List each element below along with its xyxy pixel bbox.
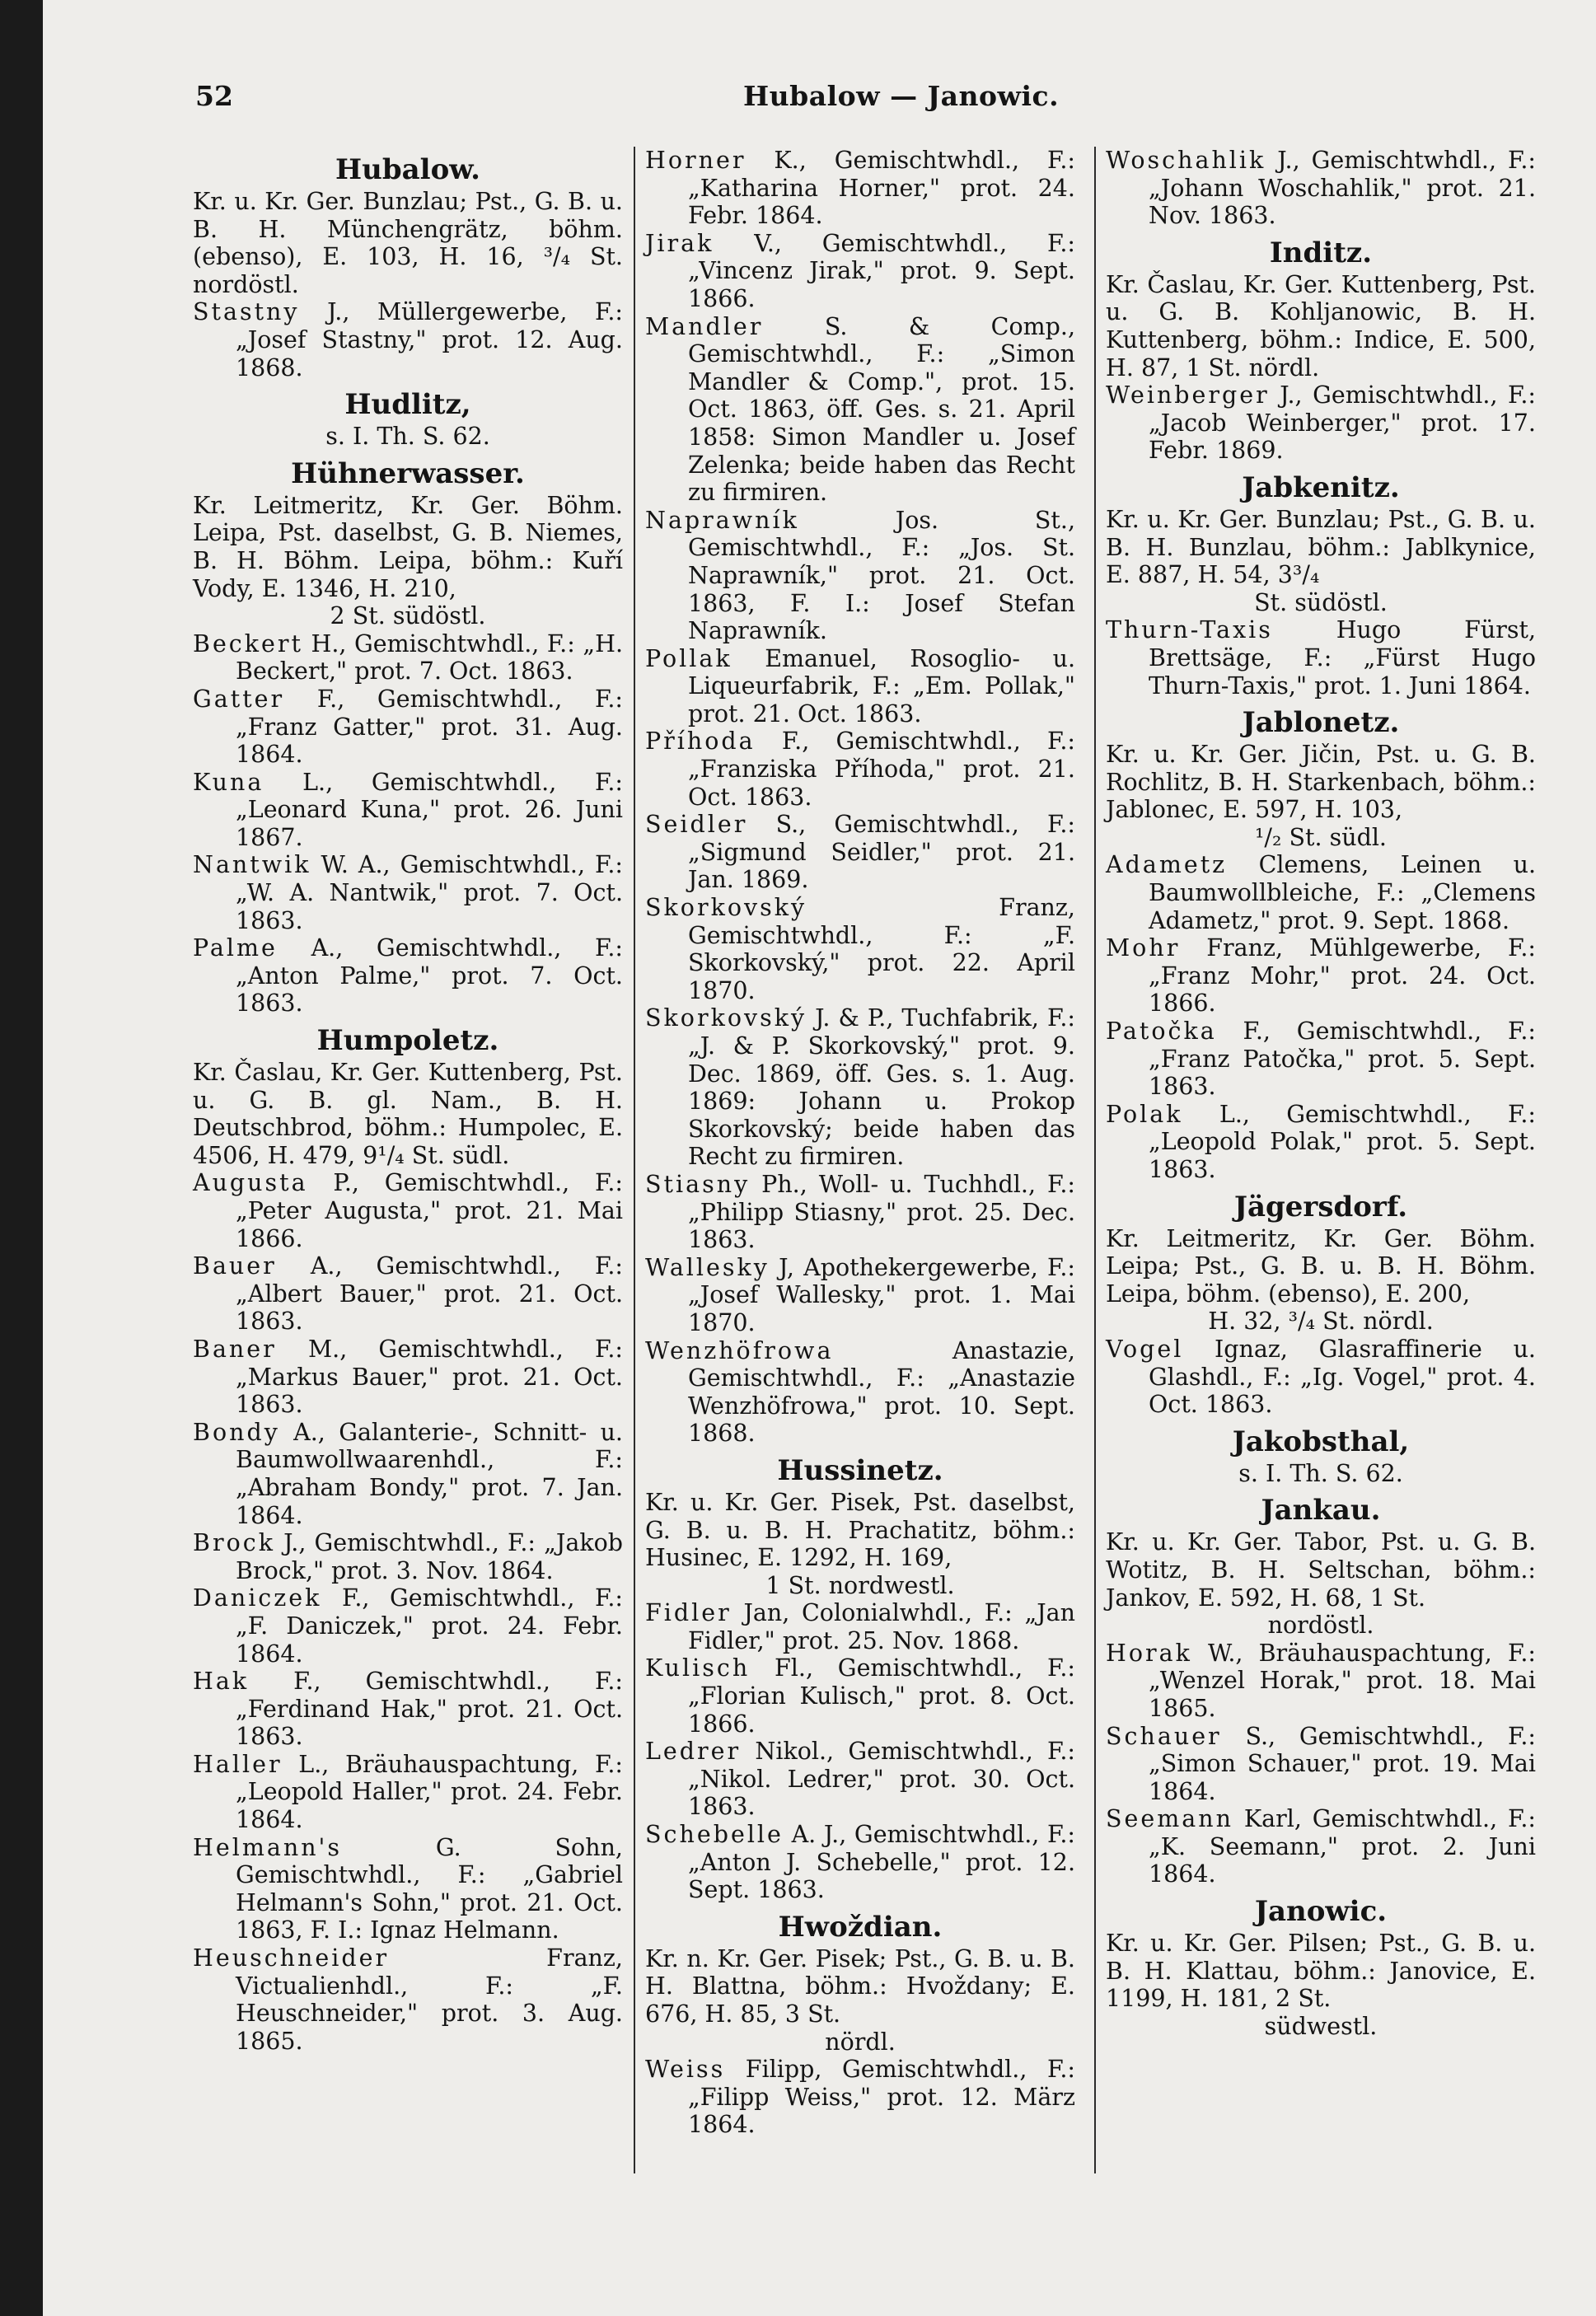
firm-details: Clemens, Leinen u. Baumwollbleiche, F.: „Clemens Adametz," prot. 9. Sept. 1868.	[1149, 851, 1536, 934]
firm-details: V., Gemischtwhdl., F.: „Vincenz Jirak," prot. 9. Sept. 1866.	[688, 229, 1075, 312]
firm-entry	[645, 728, 1075, 811]
firm-entry	[193, 769, 623, 852]
firm-details: S., Gemischtwhdl., F.: „Sigmund Seidler," prot. 21. Jan. 1869.	[688, 811, 1075, 894]
firm-name: Weiss	[645, 2056, 726, 2084]
firm-details: J. & P., Tuchfabrik, F.: „J. & P. Skorkovský," prot. 9. Dec. 1869, öff. Ges. s. 1. Aug. 1869: Johann u. Prokop Skorkovský; beide haben das Recht zu firmiren.	[688, 1004, 1075, 1171]
firm-name: Stiasny	[645, 1170, 751, 1198]
firm-name: Mandler	[645, 312, 764, 340]
firm-details: M., Gemischtwhdl., F.: „Markus Bauer," prot. 21. Oct. 1863.	[236, 1335, 623, 1419]
firm-name: Mohr	[1106, 934, 1181, 962]
firm-entry	[1106, 1805, 1536, 1888]
firm-entry	[645, 811, 1075, 894]
firm-name: Vogel	[1106, 1335, 1184, 1363]
firm-name: Helmann's	[193, 1833, 343, 1861]
firm-details: L., Bräuhauspachtung, F.: „Leopold Haller," prot. 24. Febr. 1864.	[236, 1750, 623, 1834]
firm-entry	[645, 1171, 1075, 1254]
firm-details: Emanuel, Rosoglio- u. Liqueurfabrik, F.: „Em. Pollak," prot. 21. Oct. 1863.	[688, 644, 1075, 728]
place-description-tail: 2 St. südöstl.	[330, 602, 486, 630]
firm-entry	[193, 1668, 623, 1751]
place-heading: Jablonetz.	[1242, 706, 1400, 740]
place-heading: Humpoletz.	[316, 1024, 499, 1058]
firm-details: Nikol., Gemischtwhdl., F.: „Nikol. Ledrer," prot. 30. Oct. 1863.	[688, 1738, 1075, 1821]
firm-entry	[1106, 1018, 1536, 1101]
firm-name: Hak	[193, 1668, 250, 1696]
place-description: Kr. u. Kr. Ger. Pilsen; Pst., G. B. u. B. H. Klattau, böhm.: Janovice, E. 1199, H. 181, 2 St. südwestl.	[1106, 1930, 1536, 2040]
firm-details: Franz, Gemischtwhdl., F.: „F. Skorkovský," prot. 22. April 1870.	[688, 894, 1075, 1004]
firm-name: Adametz	[1106, 851, 1228, 879]
firm-details: F., Gemischtwhdl., F.: „Franz Patočka," prot. 5. Sept. 1863.	[1149, 1018, 1536, 1101]
firm-entry	[645, 1654, 1075, 1738]
firm-entry	[193, 1944, 623, 2055]
column-3	[1106, 147, 1536, 2040]
place-description-tail: südwestl.	[1264, 2012, 1378, 2040]
firm-details: G. Sohn, Gemischtwhdl., F.: „Gabriel Helmann's Sohn," prot. 21. Oct. 1863, F. I.: Ignaz Helmann.	[236, 1833, 623, 1944]
firm-details: A., Galanterie-, Schnitt- u. Baumwollwaarenhdl., F.: „Abraham Bondy," prot. 7. Jan. 1864.	[236, 1418, 623, 1529]
firm-entry	[645, 1738, 1075, 1821]
firm-entry	[645, 894, 1075, 1004]
firm-name: Seemann	[1106, 1805, 1233, 1833]
running-head: Hubalow — Janowic.	[743, 80, 1060, 112]
place-description: Kr. u. Kr. Ger. Pisek, Pst. daselbst, G. B. u. B. H. Prachatitz, böhm.: Husinec, E. 1292, H. 169, 1 St. nordwestl.	[645, 1488, 1075, 1599]
firm-name: Beckert	[193, 629, 303, 657]
firm-details: Franz, Mühlgewerbe, F.: „Franz Mohr," prot. 24. Oct. 1866.	[1149, 934, 1536, 1018]
firm-name: Weinberger	[1106, 381, 1270, 409]
firm-details: A., Gemischtwhdl., F.: „Anton Palme," prot. 7. Oct. 1863.	[236, 934, 623, 1018]
place-description: Kr. Časlau, Kr. Ger. Kuttenberg, Pst. u. G. B. Kohljanowic, B. H. Kuttenberg, böhm.: Indice, E. 500, H. 87, 1 St. nördl.	[1106, 270, 1536, 381]
firm-details: S., Gemischtwhdl., F.: „Simon Schauer," prot. 19. Mai 1864.	[1149, 1722, 1536, 1805]
firm-entry	[645, 147, 1075, 230]
firm-entry	[645, 645, 1075, 728]
place-heading: Hudlitz,	[344, 388, 471, 422]
firm-name: Pollak	[645, 644, 732, 672]
column-divider	[634, 147, 635, 2173]
firm-details: F., Gemischtwhdl., F.: „F. Daniczek," prot. 24. Febr. 1864.	[236, 1584, 623, 1668]
firm-entry	[645, 507, 1075, 645]
place-description-tail: H. 32, ³/₄ St. nördl.	[1208, 1308, 1434, 1336]
place-description-tail: ¹/₂ St. südl.	[1254, 823, 1387, 851]
firm-details: W. A., Gemischtwhdl., F.: „W. A. Nantwik," prot. 7. Oct. 1863.	[236, 851, 623, 934]
place-heading: Hwoždian.	[778, 1910, 943, 1944]
firm-name: Wallesky	[645, 1253, 770, 1281]
place-heading: Inditz.	[1269, 236, 1373, 269]
firm-details: F., Gemischtwhdl., F.: „Ferdinand Hak," prot. 21. Oct. 1863.	[236, 1668, 623, 1751]
firm-entry	[1106, 1723, 1536, 1806]
firm-entry	[1106, 616, 1536, 699]
place-description-tail: nördl.	[825, 2028, 896, 2056]
place-description: Kr. u. Kr. Ger. Bunzlau; Pst., G. B. u. B. H. Bunzlau, böhm.: Jablkynice, E. 887, H. 54, 3³/₄ St. südöstl.	[1106, 505, 1536, 616]
firm-details: Filipp, Gemischtwhdl., F.: „Filipp Weiss," prot. 12. März 1864.	[688, 2056, 1075, 2139]
firm-entry	[193, 851, 623, 934]
firm-details: H., Gemischtwhdl., F.: „H. Beckert," prot. 7. Oct. 1863.	[236, 629, 623, 685]
firm-entry	[193, 1169, 623, 1252]
firm-details: L., Gemischtwhdl., F.: „Leopold Polak," prot. 5. Sept. 1863.	[1149, 1100, 1536, 1183]
firm-entry	[193, 1529, 623, 1584]
firm-entry	[1106, 381, 1536, 465]
firm-details: Anastazie, Gemischtwhdl., F.: „Anastazie Wenzhöfrowa," prot. 10. Sept. 1868.	[688, 1336, 1075, 1448]
firm-details: Hugo Fürst, Brettsäge, F.: „Fürst Hugo Thurn-Taxis," prot. 1. Juni 1864.	[1149, 616, 1536, 699]
firm-details: Franz, Victualienhdl., F.: „F. Heuschneider," prot. 3. Aug. 1865.	[236, 1944, 623, 2055]
place-description: Kr. Časlau, Kr. Ger. Kuttenberg, Pst. u. G. B. gl. Nam., B. H. Deutschbrod, böhm.: Humpolec, E. 4506, H. 479, 9¹/₄ St. südl.	[193, 1059, 623, 1169]
firm-name: Skorkovský	[645, 1004, 807, 1032]
firm-details: F., Gemischtwhdl., F.: „Franziska Příhoda," prot. 21. Oct. 1863.	[688, 728, 1075, 811]
place-heading: Jägersdorf.	[1233, 1190, 1408, 1224]
firm-details: Jos. St., Gemischtwhdl., F.: „Jos. St. Naprawník," prot. 21. Oct. 1863, F. I.: Josef Stefan Naprawník.	[688, 506, 1075, 645]
column-2	[645, 147, 1075, 2139]
firm-entry	[193, 1751, 623, 1834]
place-heading: Hubalow.	[335, 153, 480, 186]
place-heading: Jakobsthal,	[1232, 1425, 1410, 1458]
firm-entry	[193, 1584, 623, 1668]
place-description: Kr. Leitmeritz, Kr. Ger. Böhm. Leipa, Pst. daselbst, G. B. Niemes, B. H. Böhm. Leipa, böhm.: Kuří Vody, E. 1346, H. 210, 2 St. südöstl.	[193, 491, 623, 630]
place-description: Kr. u. Kr. Ger. Tabor, Pst. u. G. B. Wotitz, B. H. Seltschan, böhm.: Jankov, E. 592, H. 68, 1 St. nordöstl.	[1106, 1528, 1536, 1640]
firm-name: Palme	[193, 934, 278, 962]
firm-name: Polak	[1106, 1100, 1183, 1128]
firm-details: A. J., Gemischtwhdl., F.: „Anton J. Schebelle," prot. 12. Sept. 1863.	[688, 1821, 1075, 1904]
firm-entry	[1106, 851, 1536, 934]
place-heading: Jabkenitz.	[1242, 470, 1400, 504]
place-description: Kr. u. Kr. Ger. Jičin, Pst. u. G. B. Rochlitz, B. H. Starkenbach, böhm.: Jablonec, E. 597, H. 103, ¹/₂ St. südl.	[1106, 741, 1536, 851]
firm-details: Ignaz, Glasraffinerie u. Glashdl., F.: „Ig. Vogel," prot. 4. Oct. 1863.	[1149, 1335, 1536, 1419]
firm-name: Horner	[645, 147, 747, 174]
firm-entry	[193, 934, 623, 1018]
place-description: Kr. n. Kr. Ger. Pisek; Pst., G. B. u. B. H. Blattna, böhm.: Hvoždany; E. 676, H. 85, 3 St. nördl.	[645, 1944, 1075, 2056]
firm-name: Fidler	[645, 1599, 732, 1627]
firm-name: Schauer	[1106, 1722, 1222, 1750]
column-1	[193, 147, 623, 2055]
firm-entry	[1106, 934, 1536, 1018]
place-description: Kr. Leitmeritz, Kr. Ger. Böhm. Leipa; Pst., G. B. u. B. H. Böhm. Leipa, böhm. (ebenso), E. 200, H. 32, ³/₄ St. nördl.	[1106, 1224, 1536, 1336]
firm-entry	[645, 230, 1075, 313]
firm-entry	[645, 1599, 1075, 1654]
firm-entry	[1106, 1336, 1536, 1419]
firm-details: P., Gemischtwhdl., F.: „Peter Augusta," prot. 21. Mai 1866.	[236, 1169, 623, 1252]
firm-name: Haller	[193, 1750, 283, 1778]
firm-entry	[645, 1821, 1075, 1904]
firm-details: Jan, Colonialwhdl., F.: „Jan Fidler," prot. 25. Nov. 1868.	[688, 1599, 1075, 1654]
firm-name: Schebelle	[645, 1821, 784, 1849]
page	[43, 0, 1596, 2316]
firm-name: Gatter	[193, 685, 285, 713]
firm-details: J., Gemischtwhdl., F.: „Johann Woschahlik," prot. 21. Nov. 1863.	[1149, 147, 1536, 230]
firm-name: Skorkovský	[645, 894, 807, 922]
firm-name: Ledrer	[645, 1738, 742, 1766]
firm-name: Baner	[193, 1335, 277, 1363]
firm-name: Patočka	[1106, 1018, 1217, 1046]
firm-details: Karl, Gemischtwhdl., F.: „K. Seemann," prot. 2. Juni 1864.	[1149, 1805, 1536, 1888]
firm-entry	[645, 313, 1075, 507]
place-heading: Hussinetz.	[777, 1453, 943, 1487]
place-description: Kr. u. Kr. Ger. Bunzlau; Pst., G. B. u. B. H. Münchengrätz, böhm. (ebenso), E. 103, H. 16, ³/₄ St. nordöstl.	[193, 188, 623, 298]
firm-name: Brock	[193, 1529, 275, 1557]
firm-entry	[645, 1004, 1075, 1171]
firm-name: Příhoda	[645, 728, 756, 756]
firm-details: J, Apothekergewerbe, F.: „Josef Wallesky," prot. 1. Mai 1870.	[688, 1253, 1075, 1336]
firm-entry	[645, 1254, 1075, 1337]
firm-name: Kulisch	[645, 1654, 751, 1682]
firm-name: Bauer	[193, 1252, 277, 1280]
firm-details: J., Müllergewerbe, F.: „Josef Stastny," prot. 12. Aug. 1868.	[236, 298, 623, 381]
firm-details: L., Gemischtwhdl., F.: „Leonard Kuna," prot. 26. Juni 1867.	[236, 768, 623, 851]
place-heading: Hühnerwasser.	[291, 456, 525, 490]
firm-name: Horak	[1106, 1639, 1192, 1667]
firm-details: K., Gemischtwhdl., F.: „Katharina Horner," prot. 24. Febr. 1864.	[688, 147, 1075, 230]
firm-name: Naprawník	[645, 506, 799, 534]
firm-entry	[193, 685, 623, 769]
firm-entry	[193, 298, 623, 381]
firm-name: Heuschneider	[193, 1944, 390, 1972]
page-number: 52	[195, 80, 233, 112]
firm-entry	[193, 1252, 623, 1336]
place-description-tail: 1 St. nordwestl.	[765, 1571, 955, 1599]
firm-entry	[645, 1337, 1075, 1448]
firm-name: Thurn-Taxis	[1106, 616, 1273, 644]
firm-name: Woschahlik	[1106, 147, 1266, 174]
place-heading: Janowic.	[1254, 1895, 1388, 1929]
firm-name: Nantwik	[193, 851, 311, 879]
firm-name: Bondy	[193, 1418, 280, 1446]
firm-entry	[193, 1336, 623, 1419]
firm-entry	[193, 1419, 623, 1529]
firm-details: F., Gemischtwhdl., F.: „Franz Gatter," prot. 31. Aug. 1864.	[236, 685, 623, 769]
firm-name: Augusta	[193, 1169, 308, 1197]
firm-details: Fl., Gemischtwhdl., F.: „Florian Kulisch," prot. 8. Oct. 1866.	[688, 1654, 1075, 1738]
firm-details: J., Gemischtwhdl., F.: „Jacob Weinberger," prot. 17. Febr. 1869.	[1149, 381, 1536, 465]
firm-name: Seidler	[645, 811, 748, 839]
firm-entry	[193, 1834, 623, 1944]
firm-entry	[1106, 147, 1536, 230]
firm-name: Wenzhöfrowa	[645, 1336, 834, 1364]
place-description-tail: nordöstl.	[1267, 1612, 1374, 1640]
column-divider	[1094, 147, 1096, 2173]
cross-reference: s. I. Th. S. 62.	[1238, 1459, 1403, 1487]
place-description-tail: St. südöstl.	[1254, 588, 1388, 616]
firm-details: Ph., Woll- u. Tuchhdl., F.: „Philipp Stiasny," prot. 25. Dec. 1863.	[688, 1170, 1075, 1254]
firm-details: A., Gemischtwhdl., F.: „Albert Bauer," prot. 21. Oct. 1863.	[236, 1252, 623, 1336]
firm-entry	[1106, 1101, 1536, 1184]
firm-entry	[193, 630, 623, 685]
place-heading: Jankau.	[1261, 1494, 1381, 1528]
firm-entry	[1106, 1640, 1536, 1723]
firm-name: Jirak	[645, 229, 714, 257]
firm-name: Stastny	[193, 298, 300, 326]
firm-name: Kuna	[193, 768, 264, 796]
cross-reference: s. I. Th. S. 62.	[325, 423, 490, 451]
firm-details: J., Gemischtwhdl., F.: „Jakob Brock," prot. 3. Nov. 1864.	[236, 1529, 623, 1584]
firm-name: Daniczek	[193, 1584, 322, 1612]
firm-entry	[645, 2056, 1075, 2139]
firm-details: S. & Comp., Gemischtwhdl., F.: „Simon Mandler & Comp.", prot. 15. Oct. 1863, öff. Ges. s. 21. April 1858: Simon Mandler u. Josef Zelenka; beide haben das Recht zu firmiren.	[688, 312, 1075, 507]
firm-details: W., Bräuhauspachtung, F.: „Wenzel Horak," prot. 18. Mai 1865.	[1149, 1639, 1536, 1722]
